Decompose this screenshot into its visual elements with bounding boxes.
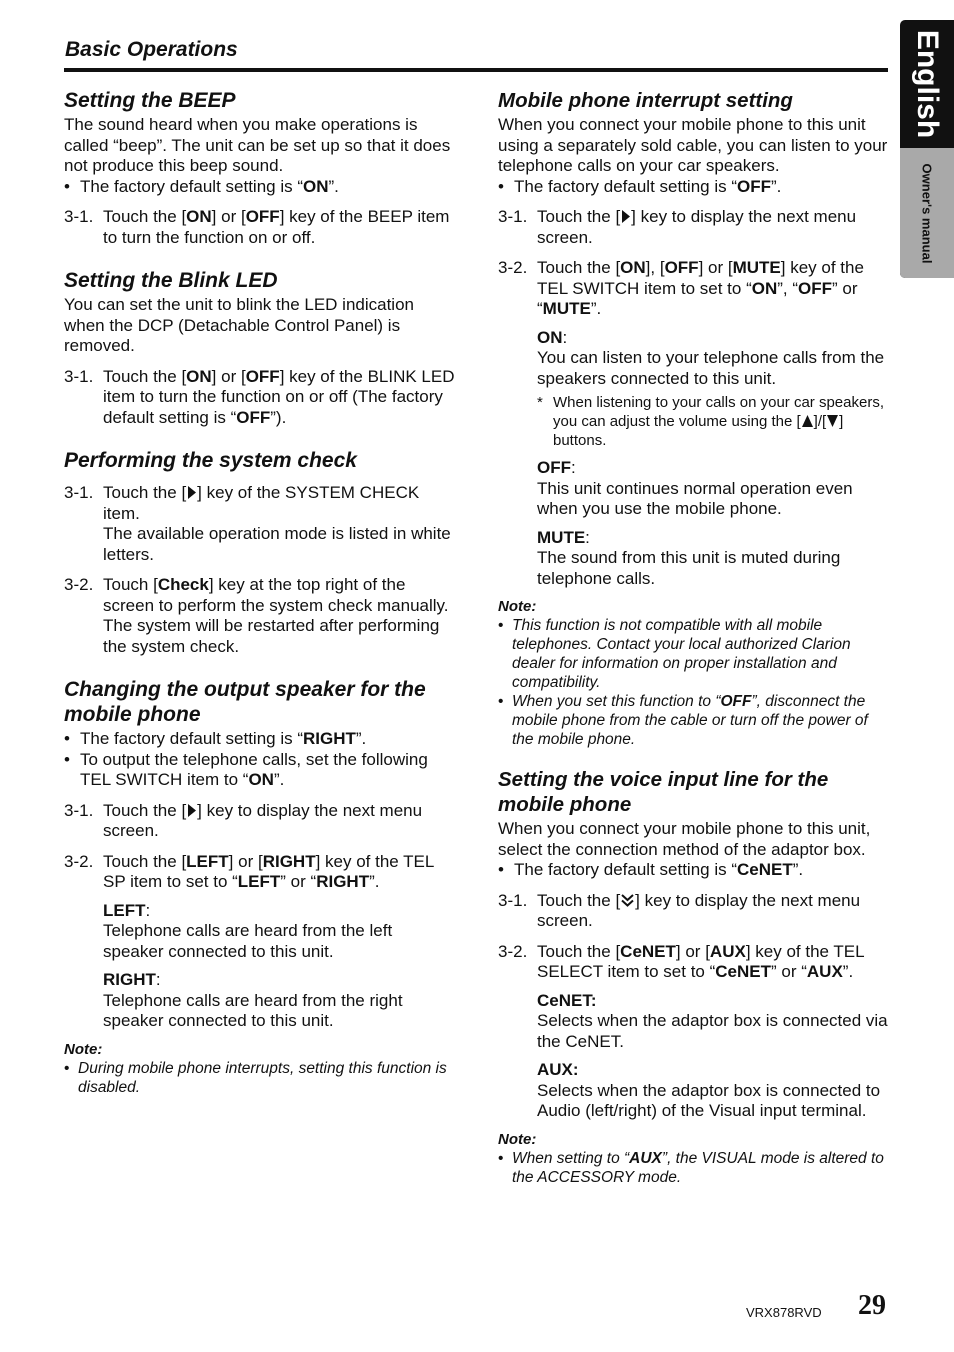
- blink-intro: You can set the unit to blink the LED indication when the DCP (Detachable Control Panel) is removed.: [64, 295, 414, 355]
- manual-label: Owner's manual: [919, 163, 935, 263]
- voice-step-1: 3-1. Touch the [ ] key to display the next menu screen.: [498, 890, 861, 930]
- interrupt-note-1: • This function is not compatible with all mobile telephones. Contact your local authorized Clarion dealer for information on proper installation and compatibility.: [498, 616, 890, 692]
- interrupt-option-mute: MUTE: The sound from this unit is muted during telephone calls.: [537, 527, 841, 588]
- blink-heading: Setting the Blink LED: [64, 269, 278, 292]
- interrupt-heading: Mobile phone interrupt setting: [498, 89, 793, 112]
- page-number: 29: [858, 1290, 886, 1321]
- right-arrow-icon: [187, 486, 196, 499]
- voice-heading: Setting the voice input line for the mobile phone: [498, 768, 829, 816]
- interrupt-note-title: Note:: [498, 598, 537, 615]
- voice-note-title: Note:: [498, 1130, 537, 1148]
- interrupt-default: • The factory default setting is “OFF”.: [498, 177, 890, 198]
- beep-step-1: 3-1. Touch the [ON] or [OFF] key of the BEEP item to turn the function on or off.: [64, 207, 450, 247]
- voice-note-1: • When setting to “AUX”, the VISUAL mode is altered to the ACCESSORY mode.: [498, 1149, 890, 1187]
- system-step-1: 3-1. Touch the [ ] key of the SYSTEM CHECK item. The available operation mode is listed in white letters.: [64, 483, 451, 564]
- interrupt-option-on: ON: You can listen to your telephone calls from the speakers connected to this unit.: [537, 327, 885, 388]
- beep-default: • The factory default setting is “ON”.: [64, 177, 456, 198]
- double-chevron-down-icon: [621, 894, 634, 907]
- system-check-heading: Performing the system check: [64, 449, 357, 472]
- interrupt-step-1: 3-1. Touch the [ ] key to display the next menu screen.: [498, 207, 857, 247]
- speaker-note-title: Note:: [64, 1040, 103, 1058]
- language-tab: [900, 20, 954, 278]
- interrupt-on-asterisk: * When listening to your calls on your car speakers, you can adjust the volume using the [ ]/[ ] buttons.: [537, 393, 890, 450]
- beep-heading: Setting the BEEP: [64, 89, 236, 112]
- beep-intro: The sound heard when you make operations is called “beep”. The unit can be set up so that it does not produce this beep sound.: [64, 115, 451, 175]
- section-title: Basic Operations: [65, 38, 238, 61]
- speaker-note-1: • During mobile phone interrupts, setting this function is disabled.: [64, 1059, 456, 1097]
- system-step-2: 3-2. Touch [Check] key at the top right of the screen to perform the system check manually. The system will be restarted after performing the system check.: [64, 575, 449, 656]
- interrupt-note-2: • When you set this function to “OFF”, disconnect the mobile phone from the cable or turn off the power of the mobile phone.: [498, 692, 890, 749]
- interrupt-option-off: OFF: This unit continues normal operation even when you use the mobile phone.: [537, 458, 853, 518]
- speaker-option-left: LEFT: Telephone calls are heard from the left speaker connected to this unit.: [103, 900, 393, 961]
- voice-step-2: 3-2. Touch the [CeNET] or [AUX] key of the TEL SELECT item to set to “CeNET” or “AUX”.: [498, 941, 864, 981]
- voice-option-cenet: CeNET: Selects when the adaptor box is connected via the CeNET.: [537, 990, 888, 1051]
- right-arrow-icon: [187, 804, 196, 817]
- right-column: [498, 88, 890, 1187]
- model-number: VRX878RVD: [746, 1305, 822, 1320]
- interrupt-intro: When you connect your mobile phone to this unit using a separately sold cable, you can listen to your telephone calls on your car speakers.: [498, 115, 888, 175]
- right-arrow-icon: [621, 210, 630, 223]
- voice-default: • The factory default setting is “CeNET”.: [498, 860, 890, 881]
- header-rule: [64, 68, 888, 72]
- speaker-tel-switch: • To output the telephone calls, set the following TEL SWITCH item to “ON”.: [64, 750, 456, 791]
- language-label: English: [911, 29, 944, 139]
- speaker-heading: Changing the output speaker for the mobile phone: [64, 678, 426, 726]
- speaker-option-right: RIGHT: Telephone calls are heard from the right speaker connected to this unit.: [103, 970, 403, 1030]
- blink-step-1: 3-1. Touch the [ON] or [OFF] key of the BLINK LED item to turn the function on or off (The factory default setting is “OFF”).: [64, 366, 455, 427]
- speaker-default: • The factory default setting is “RIGHT”.: [64, 729, 456, 750]
- left-column: [64, 88, 456, 1097]
- interrupt-step-2: 3-2. Touch the [ON], [OFF] or [MUTE] key of the TEL SWITCH item to set to “ON”, “OFF” or “MUTE”.: [498, 258, 864, 318]
- voice-intro: When you connect your mobile phone to this unit, select the connection method of the adaptor box.: [498, 819, 871, 859]
- voice-option-aux: AUX: Selects when the adaptor box is connected to Audio (left/right) of the Visual input terminal.: [537, 1060, 881, 1120]
- speaker-step-2: 3-2. Touch the [LEFT] or [RIGHT] key of the TEL SP item to set to “LEFT” or “RIGHT”.: [64, 851, 434, 891]
- up-arrow-icon: [802, 415, 813, 427]
- down-arrow-icon: [827, 415, 838, 427]
- speaker-step-1: 3-1. Touch the [ ] key to display the next menu screen.: [64, 800, 423, 840]
